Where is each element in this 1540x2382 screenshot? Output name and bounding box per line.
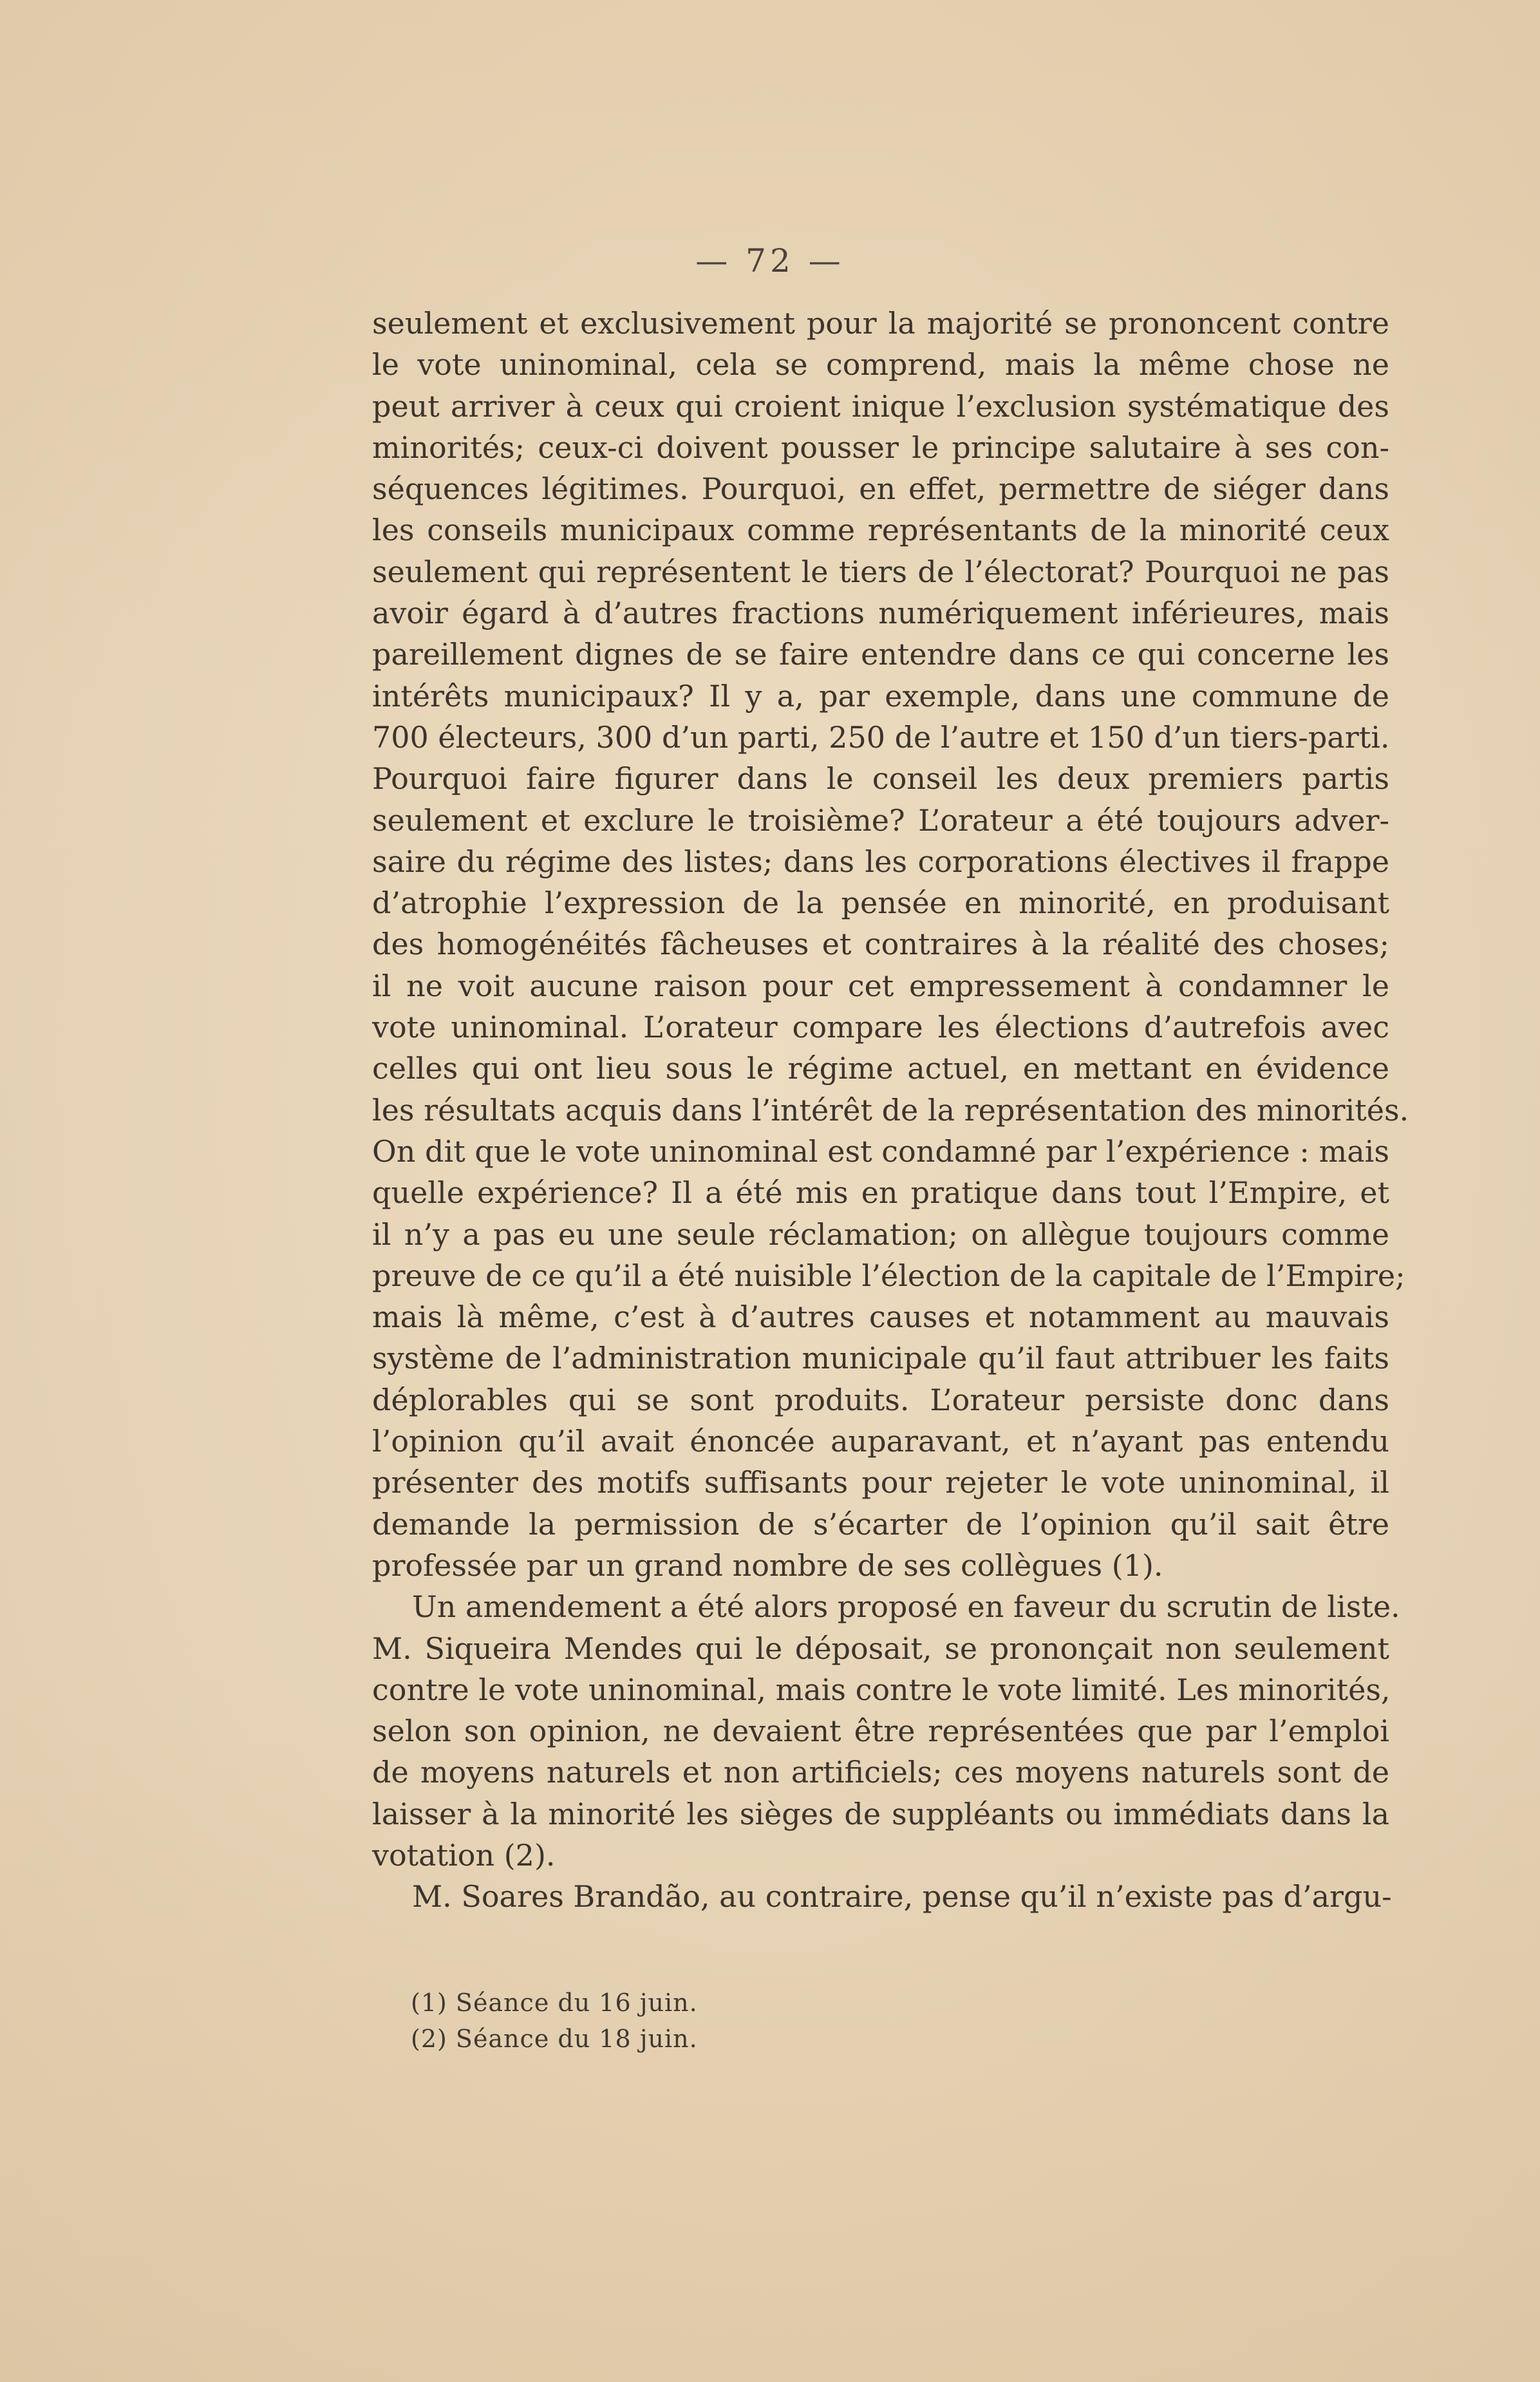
text-line: séquences légitimes. Pourquoi, en effet, permettre de siéger dans: [372, 471, 1389, 507]
text-line: vote uninominal. L’orateur compare les élections d’autrefois avec: [372, 1010, 1389, 1045]
text-line: celles qui ont lieu sous le régime actuel, en mettant en évidence: [372, 1051, 1389, 1086]
text-line: seulement et exclure le troisième? L’orateur a été toujours adver-: [372, 802, 1389, 838]
text-line: saire du régime des listes; dans les corporations électives il frappe: [372, 844, 1389, 879]
text-line: le vote uninominal, cela se comprend, mais la même chose ne: [372, 347, 1389, 383]
text-line: d’atrophie l’expression de la pensée en minorité, en produisant: [372, 885, 1389, 921]
text-line: seulement qui représentent le tiers de l’électorat? Pourquoi ne pas: [372, 554, 1389, 589]
footnotes: [411, 1985, 990, 2057]
text-line: quelle expérience? Il a été mis en pratique dans tout l’Empire, et: [372, 1175, 1389, 1211]
text-line: il ne voit aucune raison pour cet empressement à condamner le: [372, 968, 1389, 1003]
text-line: déplorables qui se sont produits. L’orateur persiste donc dans: [372, 1382, 1389, 1417]
text-line: peut arriver à ceux qui croient inique l’exclusion systématique des: [372, 388, 1389, 424]
text-line: M. Soares Brandão, au contraire, pense qu’il n’existe pas d’argu-: [412, 1879, 1392, 1914]
footnote: (2) Séance du 18 juin.: [411, 2025, 698, 2053]
body-text: [372, 303, 1409, 1918]
text-line: de moyens naturels et non artificiels; ces moyens naturels sont de: [372, 1755, 1389, 1790]
text-line: M. Siqueira Mendes qui le déposait, se prononçait non seulement: [372, 1631, 1389, 1666]
text-line: professée par un grand nombre de ses collègues (1).: [372, 1547, 1163, 1583]
text-line: Un amendement a été alors proposé en faveur du scrutin de liste.: [412, 1589, 1400, 1625]
text-line: il n’y a pas eu une seule réclamation; on allègue toujours comme: [372, 1216, 1389, 1252]
text-line: votation (2).: [372, 1837, 556, 1873]
text-line: selon son opinion, ne devaient être représentées que par l’emploi: [372, 1714, 1389, 1749]
text-line: laisser à la minorité les sièges de suppléants ou immédiats dans la: [372, 1796, 1389, 1831]
text-line: l’opinion qu’il avait énoncée auparavant, et n’ayant pas entendu: [372, 1424, 1389, 1459]
text-line: seulement et exclusivement pour la majorité se prononcent contre: [372, 306, 1389, 341]
text-line: pareillement dignes de se faire entendre dans ce qui concerne les: [372, 637, 1389, 672]
text-line: les résultats acquis dans l’intérêt de la représentation des minorités.: [372, 1092, 1409, 1128]
text-line: contre le vote uninominal, mais contre le vote limité. Les minorités,: [372, 1672, 1391, 1707]
text-line: système de l’administration municipale qu’il faut attribuer les faits: [372, 1341, 1389, 1376]
text-line: 700 électeurs, 300 d’un parti, 250 de l’autre et 150 d’un tiers-parti.: [372, 719, 1390, 755]
text-line: preuve de ce qu’il a été nuisible l’élection de la capitale de l’Empire;: [372, 1258, 1405, 1293]
text-line: On dit que le vote uninominal est condamné par l’expérience : mais: [372, 1133, 1389, 1169]
text-line: mais là même, c’est à d’autres causes et notamment au mauvais: [372, 1300, 1389, 1335]
text-line: les conseils municipaux comme représentants de la minorité ceux: [372, 513, 1389, 548]
text-line: minorités; ceux-ci doivent pousser le principe salutaire à ses con-: [372, 430, 1389, 465]
text-line: des homogénéités fâcheuses et contraires à la réalité des choses;: [372, 927, 1389, 962]
text-line: intérêts municipaux? Il y a, par exemple, dans une commune de: [372, 678, 1389, 714]
page-number: — 72 —: [695, 242, 845, 279]
text-line: avoir égard à d’autres fractions numériquement inférieures, mais: [372, 596, 1389, 631]
footnote: (1) Séance du 16 juin.: [411, 1989, 698, 2017]
text-line: Pourquoi faire figurer dans le conseil les deux premiers partis: [372, 761, 1389, 797]
text-line: demande la permission de s’écarter de l’opinion qu’il sait être: [372, 1506, 1389, 1542]
text-line: présenter des motifs suffisants pour rejeter le vote uninominal, il: [372, 1465, 1389, 1500]
